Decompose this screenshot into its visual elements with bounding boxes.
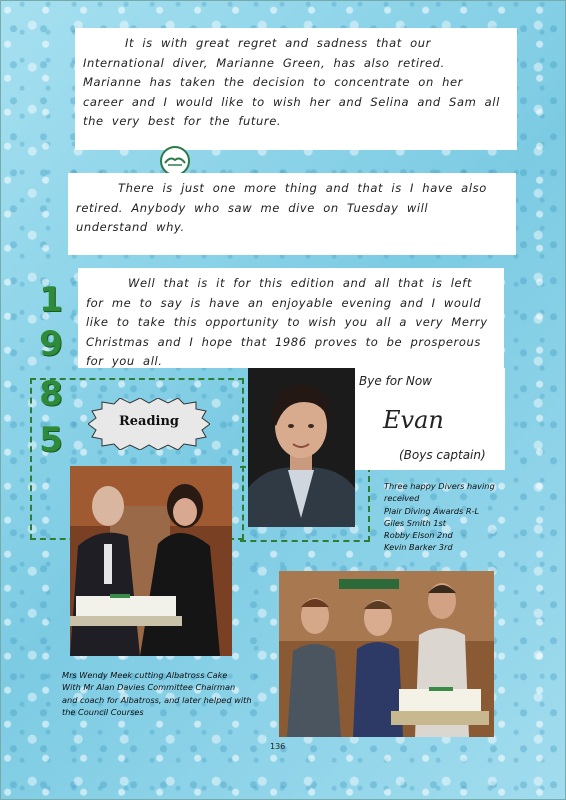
caption-line: Mrs Wendy Meek cutting Albatross Cake: [62, 670, 228, 680]
divers-awards-photo: [279, 571, 494, 737]
caption-line: Kevin Barker 3rd: [384, 542, 453, 553]
cake-cutting-photo: [70, 466, 232, 656]
retirement-note: [75, 28, 517, 150]
page-number: 136: [270, 742, 286, 751]
year-digit: 9: [39, 324, 63, 364]
also-retired-note-text: There is just one more thing and that is I have also retired. Anybody who saw me dive on Tuesday will understand why.: [76, 181, 487, 234]
closing-note: [78, 268, 504, 368]
retirement-note-text: It is with great regret and sadness that our International diver, Marianne Green, has also retired. Marianne has taken the decision to concentrate on her career and I would like to wish her and Selina and Sam all the very best for the future.: [83, 36, 500, 128]
year-digit: 8: [39, 374, 63, 414]
caption-line: Giles Smith 1st: [384, 517, 446, 528]
reading-badge-label: Reading: [118, 414, 180, 429]
caption-line: Three happy Divers having: [384, 481, 495, 491]
caption-line: received: [384, 493, 420, 504]
caption-line: and coach for Albatross, and later helped with: [62, 694, 252, 705]
year-digit: 1: [39, 280, 63, 320]
signature-role: (Boys captain): [399, 448, 486, 462]
signature-box: [355, 368, 505, 470]
club-logo-icon: [160, 146, 190, 176]
closing-note-text: Well that is it for this edition and all that is left for me to say is have an enjoyable evening and I would like to take this opportunity to wish you all a very Merry Christmas and I hope that 1986 proves to be prosperous for you all.: [86, 276, 488, 368]
caption-line: Robby Elson 2nd: [384, 530, 453, 541]
divers-caption: [384, 480, 514, 554]
caption-line: With Mr Alan Davies Committee Chairman: [62, 682, 236, 693]
cake-caption: [62, 669, 282, 718]
year-digit: 5: [39, 420, 63, 460]
caption-line: Plair Diving Awards R-L: [384, 505, 480, 516]
boys-captain-photo: [248, 368, 355, 527]
signature-name: Evan: [383, 406, 444, 434]
also-retired-note: [68, 173, 516, 255]
caption-line: the Council Courses: [62, 706, 144, 717]
sign-off-text: Bye for Now: [359, 374, 432, 388]
